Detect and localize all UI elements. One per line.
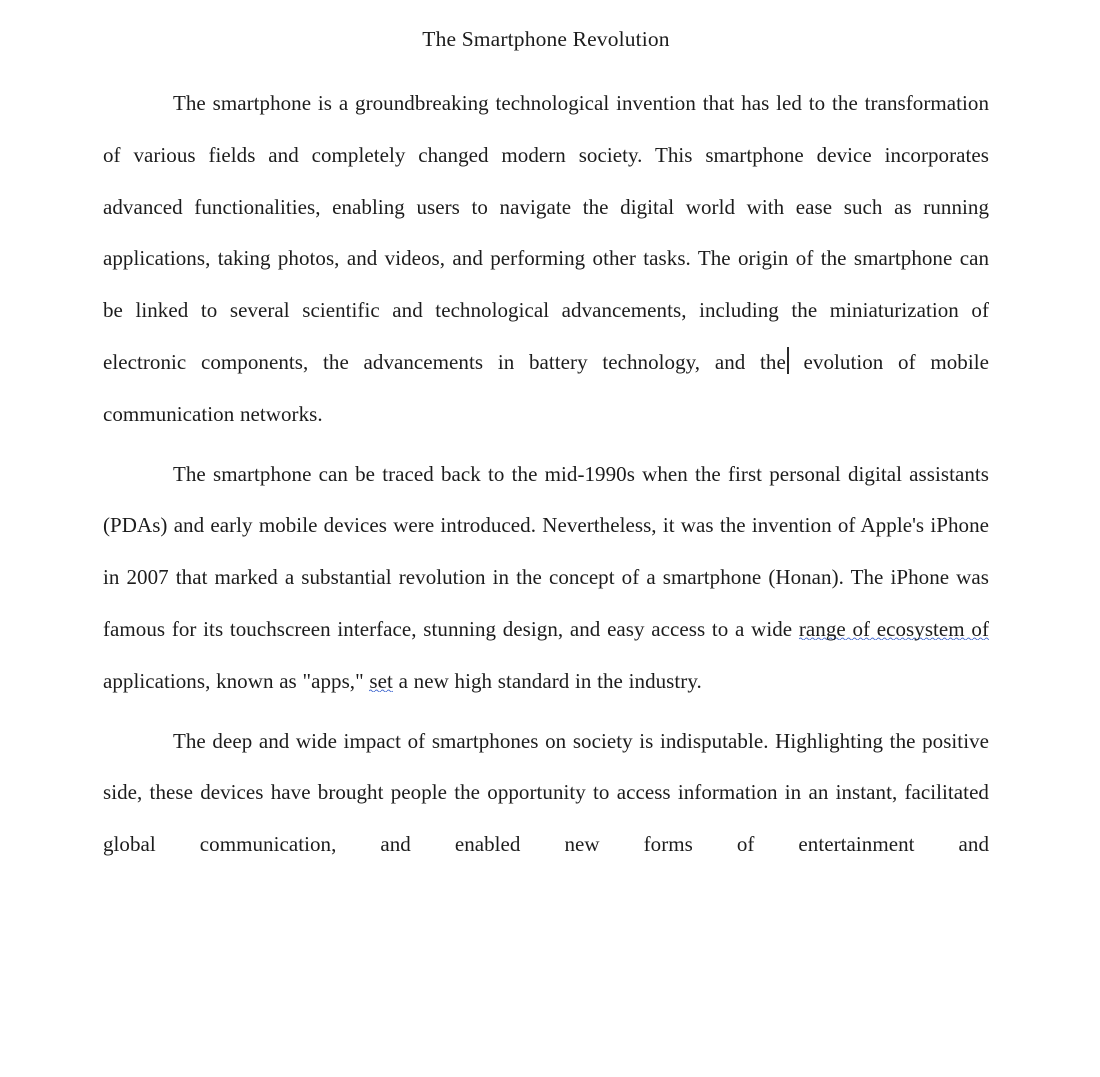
paragraph-1-text-before-caret: The smartphone is a groundbreaking technological invention that has led to the transformation of various fields and completely changed modern society. This smartphone device incorporates advanced functionalities, enabling users to navigate the digital world with ease such as running applications, taking photos, and videos, and performing other tasks. The origin of the smartphone can be linked to several scientific and technological advancements, including the miniaturization of electronic components, the advancements in battery technology, and the [103,91,989,374]
paragraph-3[interactable] [103,716,989,923]
paragraph-2-segment-1: The smartphone can be traced back to the mid-1990s when the first personal digital assistants (PDAs) and early mobile devices were introduced. Nevertheless, it was the invention of Apple's iPhone in 2007 that marked a substantial revolution in the concept of a smartphone (Honan). The iPhone was famous for its touchscreen interface, stunning design, and easy access to a wide [103,461,989,641]
document-title: The Smartphone Revolution [422,27,670,51]
paragraph-2[interactable] [103,449,989,708]
paragraph-2-segment-3: a new high standard in the industry. [392,668,702,693]
paragraph-1[interactable] [103,78,989,441]
document-text-body[interactable] [103,22,989,923]
grammar-error-set[interactable]: set [369,668,393,693]
paragraph-3-text: The deep and wide impact of smartphones on society is indisputable. Highlighting the positive side, these devices have brought people the opportunity to access information in an instant, facilitated global communication, and enabled new forms of entertainment and [103,728,989,857]
paragraph-2-segment-2: applications, known as "apps," [103,668,370,693]
paragraph-1-text-after-caret: evolution of mobile communication networks. [103,349,989,426]
grammar-error-range-of-ecosystem-of[interactable]: range of ecosystem of [798,616,989,641]
